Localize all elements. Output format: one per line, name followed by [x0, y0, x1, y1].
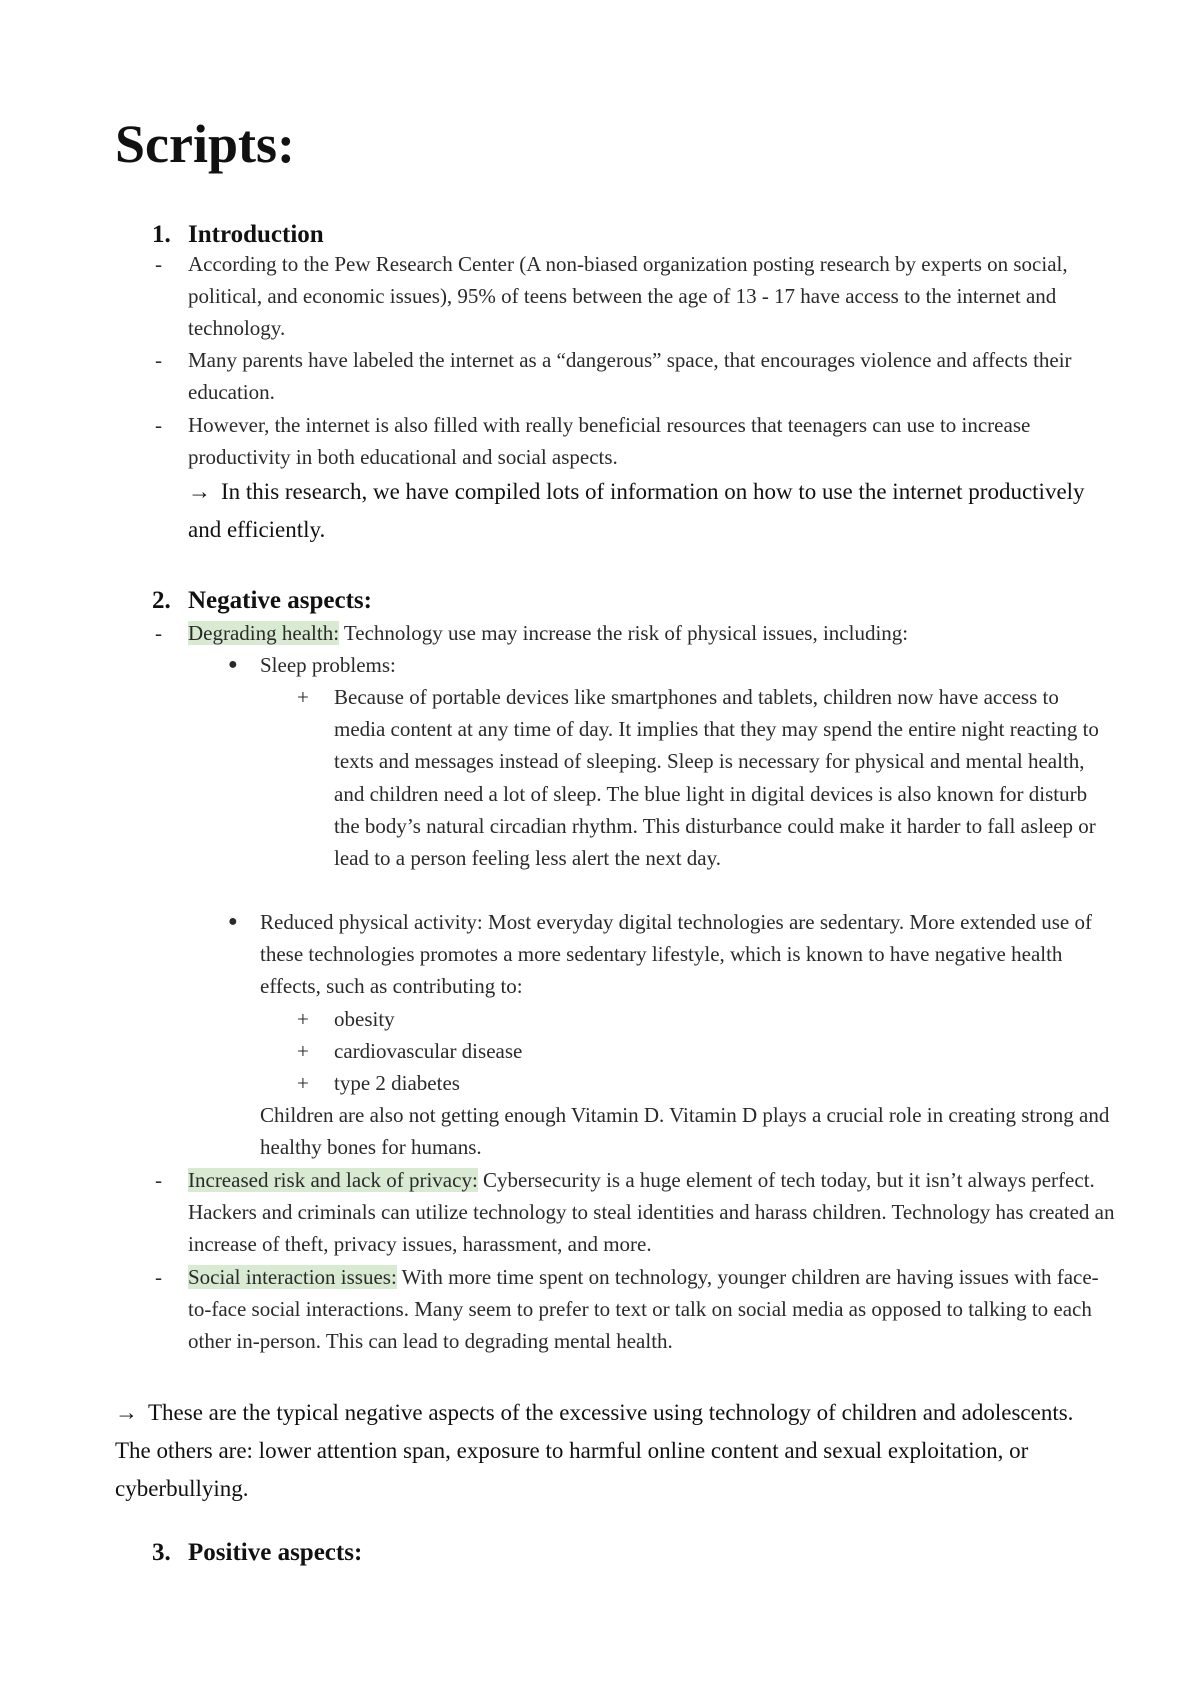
vitamin-d-note: Children are also not getting enough Vitamin D. Vitamin D plays a crucial role in creating strong and healthy bones for humans. [260, 1103, 1110, 1160]
plus-item-text: Because of portable devices like smartphones and tablets, children now have access to media content at any time of day. It implies that they may spend the entire night reacting to texts and messages instead of sleeping. Sleep is necessary for physical and mental health, and children need a lot of sleep. The blue light in digital devices is also known for disturb the body’s natural circadian rhythm. This disturbance could make it harder to fall asleep or lead to a person feeling less alert the next day. [334, 685, 1099, 871]
plus-item [297, 1035, 1107, 1067]
dash-marker: - [155, 413, 162, 437]
plus-item [297, 1067, 1107, 1099]
dash-marker: - [155, 348, 162, 372]
dash-marker: - [155, 252, 162, 276]
bullet-icon: ● [228, 913, 238, 930]
bullet-text: Reduced physical activity: Most everyday digital technologies are sedentary. More extended use of these technologies promotes a more sedentary lifestyle, which is known to have negative health effects, such as contributing to: [260, 910, 1092, 999]
list-item-text: Many parents have labeled the internet as a “dangerous” space, that encourages violence and affects their education. [188, 348, 1072, 405]
plus-icon: + [297, 1039, 309, 1063]
plus-item-text: obesity [334, 1007, 395, 1031]
list-item-text: According to the Pew Research Center (A non-biased organization posting research by experts on social, political, and economic issues), 95% of teens between the age of 13 - 17 have access to the internet and technology. [188, 252, 1068, 341]
bullet-text: Sleep problems: [260, 653, 396, 677]
list-item [155, 248, 1115, 345]
dash-marker: - [155, 1265, 162, 1289]
conclusion-text: In this research, we have compiled lots of information on how to use the internet productively and efficiently. [188, 479, 1085, 542]
plus-icon: + [297, 1007, 309, 1031]
arrow-icon: → [115, 1400, 138, 1425]
bullet-item-sleep [225, 649, 1105, 681]
arrow-icon: → [188, 479, 211, 504]
bullet-item-physical-activity [225, 906, 1105, 1003]
page-title: Scripts: [115, 114, 295, 174]
highlighted-label: Social interaction issues: [188, 1265, 397, 1289]
plus-icon: + [297, 685, 309, 709]
plus-item-text: type 2 diabetes [334, 1071, 460, 1095]
list-item-degrading-health [155, 617, 1115, 649]
conclusion-text: These are the typical negative aspects of the excessive using technology of children and adolescents. The others are: lower attention span, exposure to harmful online content and sexual exploitation, or cyberbullying. [115, 1400, 1074, 1501]
highlighted-label: Degrading health: [188, 621, 340, 645]
section-number: 1. [152, 221, 171, 248]
list-item-privacy [155, 1164, 1115, 1261]
list-item-text: With more time spent on technology, younger children are having issues with face-to-face social interactions. Many seem to prefer to text or talk on social media as opposed to talking to each other in-person. This can lead to degrading mental health. [188, 1265, 1099, 1354]
list-item-social [155, 1261, 1115, 1358]
plus-item [297, 1003, 1107, 1035]
dash-marker: - [155, 621, 162, 645]
list-item [155, 344, 1115, 408]
list-item-text: Technology use may increase the risk of physical issues, including: [339, 621, 909, 645]
list-item-text: Cybersecurity is a huge element of tech today, but it isn’t always perfect. Hackers and criminals can utilize technology to steal identities and harass children. Technology has created an increase of theft, privacy issues, harassment, and more. [188, 1168, 1115, 1257]
section-title: Negative aspects: [188, 587, 372, 614]
plus-item-sleep-detail [297, 681, 1107, 874]
list-item-text: However, the internet is also filled with really beneficial resources that teenagers can use to increase productivity in both educational and social aspects. [188, 413, 1031, 470]
plus-item-text: cardiovascular disease [334, 1039, 523, 1063]
section-number: 3. [152, 1539, 171, 1566]
section-number: 2. [152, 587, 171, 614]
section-title: Positive aspects: [188, 1539, 363, 1566]
bullet-icon: ● [228, 656, 238, 673]
dash-marker: - [155, 1168, 162, 1192]
list-item [155, 409, 1115, 473]
plus-icon: + [297, 1071, 309, 1095]
highlighted-label: Increased risk and lack of privacy: [188, 1168, 478, 1192]
section-title: Introduction [188, 221, 324, 248]
introduction-conclusion [188, 473, 1088, 549]
negative-aspects-conclusion [115, 1394, 1105, 1508]
